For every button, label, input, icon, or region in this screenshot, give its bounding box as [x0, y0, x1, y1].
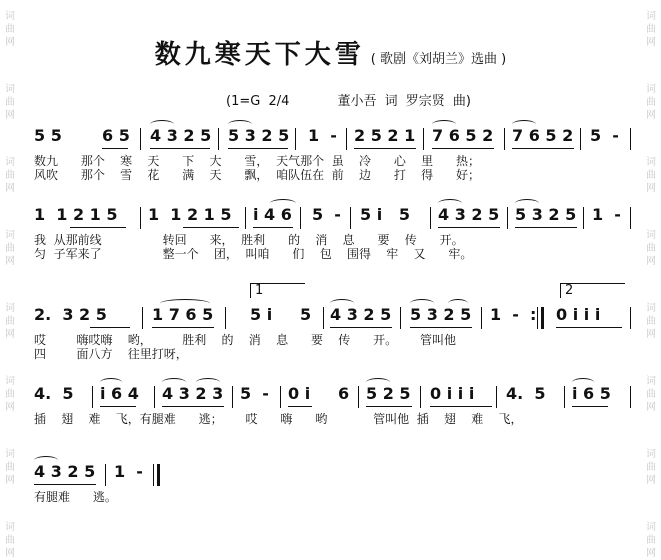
note-group: 5 2 5 [366, 384, 411, 403]
watermark-right: 词 曲 网 词 曲 网 词 曲 网 词 曲 网 词 曲 网 词 曲 网 词 曲 网 词 曲 网 [646, 11, 656, 559]
volta-1: 1 [250, 283, 305, 298]
note-group: 5 i [250, 305, 273, 324]
note-group: 4 3 2 5 [438, 205, 500, 224]
song-title: 数九寒天下大雪 [154, 40, 365, 70]
note-group: 2 5 2 1 [354, 126, 416, 145]
note-group: 5 3 2 5 [515, 205, 577, 224]
lyric-line: 数九 那个 寒 天 下 大 雪， 天气那个 虽 冷 心 里 热； [34, 154, 480, 168]
note-group: 0 i [288, 384, 311, 403]
note-group: i 4 6 [253, 205, 292, 224]
note-group: i 6 5 [572, 384, 611, 403]
song-title-block [0, 34, 661, 71]
note-group: 1 - [308, 126, 337, 145]
note-group: 7 6 5 2 [512, 126, 574, 145]
note-group: 1 7 6 5 [152, 305, 214, 324]
note-group: 4 3 2 5 [34, 462, 96, 481]
note-group: 4 3 2 5 [330, 305, 392, 324]
note-group: 5 3 2 5 [228, 126, 290, 145]
watermark-left: 词 曲 网 词 曲 网 词 曲 网 词 曲 网 词 曲 网 词 曲 网 词 曲 网 词 曲 网 [5, 11, 15, 559]
lyric-line: 哎 嗨哎嗨 哟， 胜利 的 消 息 要 传 开。 管叫他 [34, 333, 456, 347]
authors: 董小吾 词 罗宗贤 曲) [337, 94, 471, 109]
key-signature: (1=G 2/4 [226, 94, 290, 109]
note-group: 0 i i i [556, 305, 601, 324]
note-group: 4. 5 [506, 384, 546, 403]
lyric-line: 四 面八方 往里打呀， [34, 347, 188, 361]
lyric-line: 插 翅 难 飞，有腿难 逃； 哎 嗨 哟 管叫他 插 翅 难 飞， [34, 412, 523, 426]
note-group: 4. 5 [34, 384, 74, 403]
lyric-line: 我 从那前线 转回 来， 胜利 的 消 息 要 传 开。 [34, 233, 464, 247]
note-group: 5 3 2 5 [410, 305, 472, 324]
note-group: 5 i 5 [360, 205, 411, 224]
note-group: 2. 3 2 5 [34, 305, 107, 324]
note-group: 1 1 2 1 5 [34, 205, 118, 224]
note-group: 5 - [312, 205, 341, 224]
song-subtitle: ( 歌剧《刘胡兰》选曲 ) [370, 52, 507, 67]
note-group: 6 [338, 384, 350, 403]
note-group: 4 3 2 3 [162, 384, 224, 403]
note-group: 5 5 [34, 126, 62, 145]
note-group: 7 6 5 2 [432, 126, 494, 145]
lyric-line: 有腿难 逃。 [34, 490, 117, 504]
lyric-line: 匀 子军来了 整一个 团， 叫咱 们 包 围得 牢 又 牢。 [34, 247, 473, 261]
volta-2: 2 [560, 283, 625, 298]
note-group: i 6 4 [100, 384, 139, 403]
note-group: 4 3 2 5 [150, 126, 212, 145]
note-group: 5 [300, 305, 312, 324]
note-group: 6 5 [102, 126, 130, 145]
note-group: 5 - [590, 126, 619, 145]
note-group: 0 i i i [430, 384, 475, 403]
song-info [226, 90, 471, 109]
note-group: 1 1 2 1 5 [148, 205, 232, 224]
note-group: 1 - : [490, 305, 537, 324]
note-group: 1 - [592, 205, 621, 224]
lyric-line: 风吹 那个 雪 花 满 天 飘， 咱队伍在 前 边 打 得 好； [34, 168, 480, 182]
note-group: 5 - [240, 384, 269, 403]
note-group: 1 - [114, 462, 143, 481]
